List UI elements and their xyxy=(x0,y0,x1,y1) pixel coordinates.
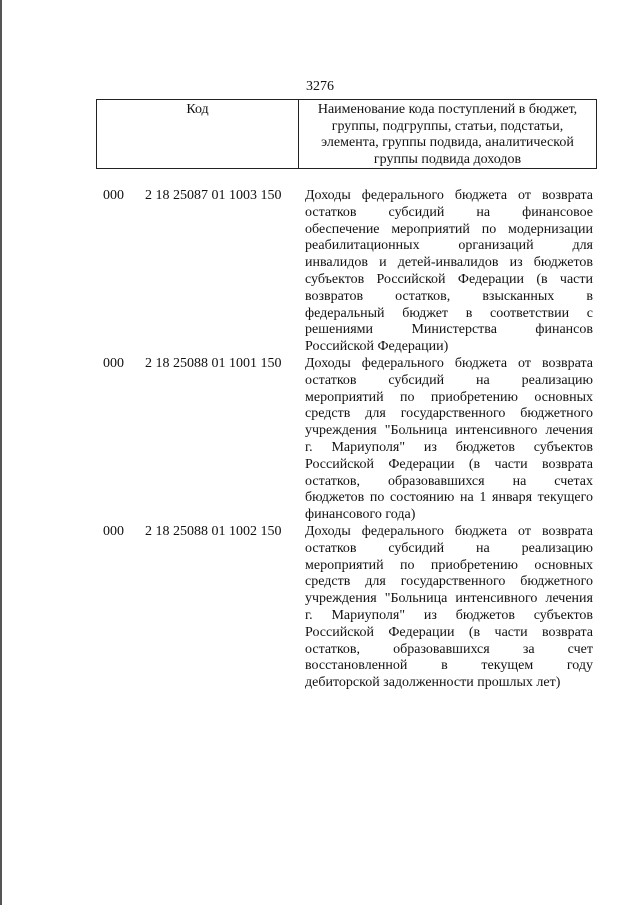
revenue-description xyxy=(305,356,593,524)
description-line: дебиторской задолженности прошлых лет) xyxy=(305,675,561,691)
page-number: 3276 xyxy=(306,79,334,94)
table-row xyxy=(0,524,640,692)
header-name-line: группы, подгруппы, статьи, подстатьи, xyxy=(331,118,564,134)
description-line: инвалидов и детей-инвалидов из бюджетов xyxy=(305,255,593,271)
description-line: г. Мариуполя" из бюджетов субъектов xyxy=(305,607,593,623)
description-line: средств для государственного бюджетного xyxy=(305,574,593,590)
description-line: бюджетов по состоянию на 1 января текущего xyxy=(305,490,593,506)
description-line: Российской Федерации) xyxy=(305,339,449,355)
description-line: реабилитационных организаций для xyxy=(305,238,593,254)
description-line: Российской Федерации (в части возврата xyxy=(305,456,593,472)
entries-list xyxy=(0,188,640,692)
description-line: федеральный бюджет в соответствии с xyxy=(305,305,593,321)
description-line: Доходы федерального бюджета от возврата xyxy=(305,355,593,371)
description-line: мероприятий по приобретению основных xyxy=(305,389,593,405)
table-row xyxy=(0,188,640,356)
revenue-code: 2 18 25087 01 1003 150 xyxy=(145,188,282,203)
revenue-code: 2 18 25088 01 1001 150 xyxy=(145,355,282,371)
revenue-description xyxy=(305,524,593,692)
description-line: Российской Федерации (в части возврата xyxy=(305,624,593,640)
revenue-description xyxy=(305,188,593,356)
description-line: финансового года) xyxy=(305,507,416,523)
description-line: мероприятий по приобретению основных xyxy=(305,557,593,573)
table-header xyxy=(96,99,597,169)
description-line: Доходы федерального бюджета от возврата xyxy=(305,523,593,539)
table-row xyxy=(0,356,640,524)
description-line: Доходы федерального бюджета от возврата xyxy=(305,188,593,203)
description-line: остатков субсидий на реализацию xyxy=(305,372,593,388)
description-line: г. Мариуполя" из бюджетов субъектов xyxy=(305,439,593,455)
description-line: субъектов Российской Федерации (в части xyxy=(305,271,593,287)
header-name-line: элемента, группы подвида, аналитической xyxy=(321,135,574,150)
revenue-code: 2 18 25088 01 1002 150 xyxy=(145,523,282,539)
header-name-line: группы подвида доходов xyxy=(373,151,522,167)
admin-code: 000 xyxy=(103,355,124,371)
header-name-cell xyxy=(299,100,596,168)
header-name-line: Наименование кода поступлений в бюджет, xyxy=(317,102,578,117)
description-line: учреждения "Больница интенсивного лечения xyxy=(305,591,593,607)
description-line: остатков, образовавшихся на счетах xyxy=(305,473,593,489)
description-line: учреждения "Больница интенсивного лечения xyxy=(305,423,593,439)
description-line: остатков субсидий на реализацию xyxy=(305,540,593,556)
description-line: возвратов остатков, взысканных в xyxy=(305,288,593,304)
description-line: решениями Министерства финансов xyxy=(305,322,593,338)
description-line: обеспечение мероприятий по модернизации xyxy=(305,221,593,237)
admin-code: 000 xyxy=(103,188,124,203)
description-line: средств для государственного бюджетного xyxy=(305,406,593,422)
description-line: остатков, образовавшихся за счет xyxy=(305,641,593,657)
admin-code: 000 xyxy=(103,523,124,539)
header-code-cell: Код xyxy=(97,100,299,168)
description-line: остатков субсидий на финансовое xyxy=(305,204,593,220)
description-line: восстановленной в текущем году xyxy=(305,658,593,674)
